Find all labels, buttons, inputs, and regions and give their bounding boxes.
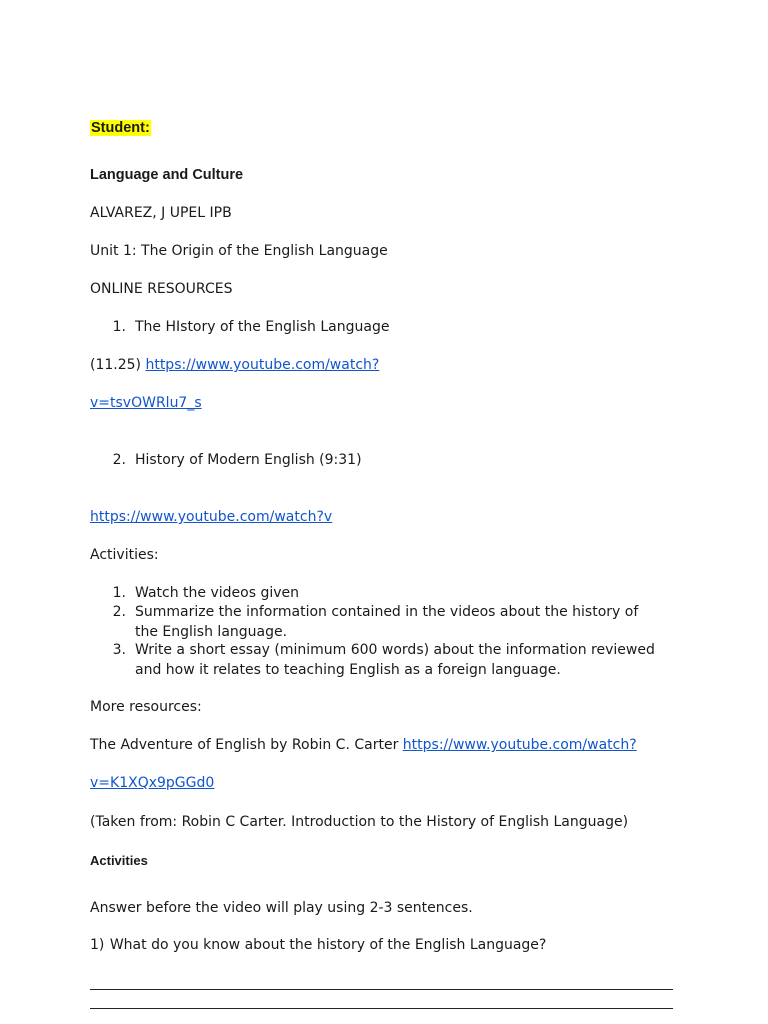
activity-text: Watch the videos given [135, 585, 299, 601]
question-1 [90, 936, 546, 955]
resource-duration: (11.25) [90, 357, 146, 373]
resource-1-link-continuation [90, 394, 202, 413]
activity-text: Write a short essay (minimum 600 words) about the information reviewed and how it relates to teaching English as a foreign language. [135, 642, 655, 678]
activity-number: 2. [112, 604, 126, 620]
adventure-line [90, 736, 637, 755]
adventure-link[interactable]: https://www.youtube.com/watch? [402, 737, 637, 753]
student-label-highlight: Student: [91, 120, 150, 136]
adventure-link-continuation [90, 774, 214, 793]
more-resources-heading: More resources: [90, 699, 202, 715]
answer-line-1[interactable] [90, 989, 673, 990]
question-number: 1) [90, 937, 105, 953]
activities-heading: Activities: [90, 547, 159, 563]
activities-2-instruction: Answer before the video will play using 2-3 sentences. [90, 900, 473, 916]
course-title: Language and Culture [90, 167, 244, 183]
resource-title: History of Modern English (9:31) [135, 452, 362, 468]
resource-1-link[interactable]: https://www.youtube.com/watch? [145, 357, 380, 373]
taken-from-note: (Taken from: Robin C Carter. Introduction to the History of English Language) [90, 814, 629, 830]
activity-number: 1. [112, 585, 126, 601]
resource-title: The HIstory of the English Language [135, 319, 390, 335]
resource-2-link[interactable]: https://www.youtube.com/watch?v [90, 509, 333, 525]
resource-2-link-line [90, 508, 332, 527]
resource-number: 1. [112, 319, 126, 335]
activities-2-heading: Activities [90, 853, 148, 868]
online-resources-heading: ONLINE RESOURCES [90, 281, 233, 297]
activity-text: Summarize the information contained in the videos about the history of the English language. [135, 604, 639, 640]
activity-number: 3. [112, 642, 126, 658]
student-label [90, 119, 151, 138]
resource-1-link-line [90, 356, 379, 375]
adventure-link-cont[interactable]: v=K1XQx9pGGd0 [90, 775, 215, 791]
resource-1-link-cont[interactable]: v=tsvOWRlu7_s [90, 395, 202, 411]
answer-line-2[interactable] [90, 1008, 673, 1009]
adventure-text: The Adventure of English by Robin C. Carter [90, 737, 403, 753]
unit-title: Unit 1: The Origin of the English Language [90, 243, 388, 259]
question-text: What do you know about the history of the English Language? [109, 937, 547, 953]
resource-number: 2. [112, 452, 126, 468]
author-line: ALVAREZ, J UPEL IPB [90, 205, 232, 221]
